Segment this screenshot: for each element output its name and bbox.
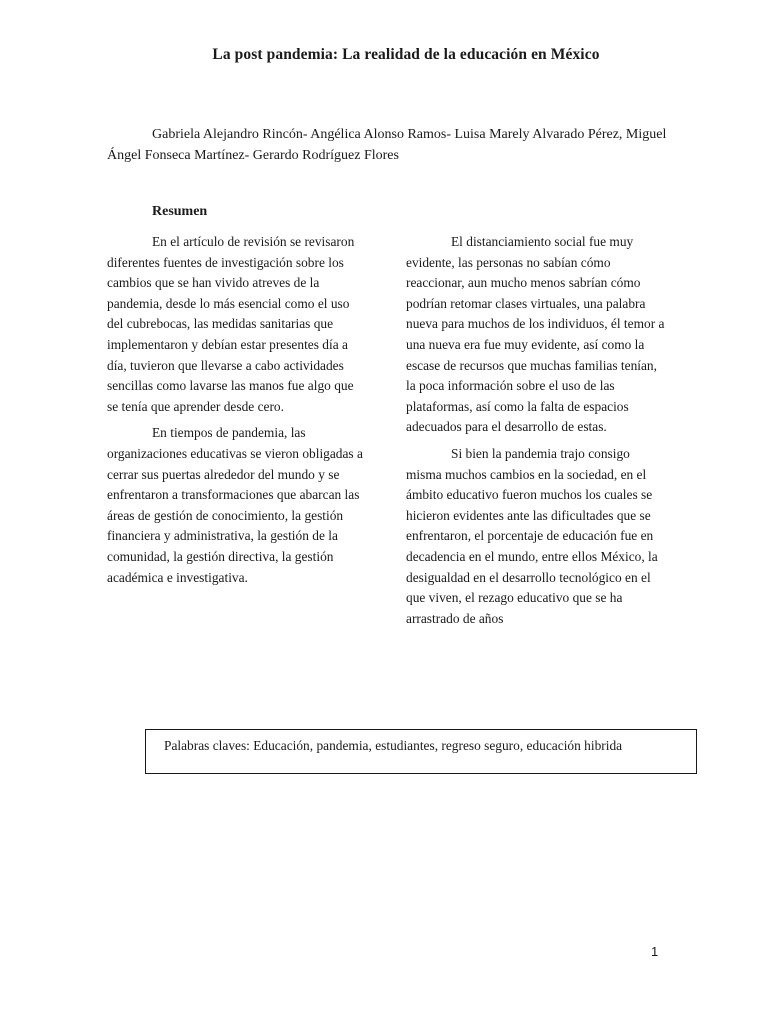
abstract-paragraph: En el artículo de revisión se revisaron diferentes fuentes de investigación sobre los cambios que se han vivido atreves de la pandemia, desde lo más esencial como el uso del cubrebocas, las medidas sanitarias que implementaron y debían estar presentes día a día, tuvieron que llevarse a cabo actividades sencillas como lavarse las manos fue algo que se tenía que aprender desde cero. bbox=[107, 234, 355, 414]
keywords-text: Palabras claves: Educación, pandemia, estudiantes, regreso seguro, educación hibrida bbox=[164, 738, 623, 753]
abstract-paragraph: En tiempos de pandemia, las organizaciones educativas se vieron obligadas a cerrar sus puertas alrededor del mundo y se enfrentaron a transformaciones que abarcan las áreas de gestión de conocimiento, la gestión financiera y administrativa, la gestión de la comunidad, la gestión directiva, la gestión académica e investigativa. bbox=[107, 425, 363, 585]
keywords-box bbox=[145, 729, 697, 774]
abstract-left-column bbox=[107, 232, 367, 594]
abstract-paragraph: Si bien la pandemia trajo consigo misma muchos cambios en la sociedad, en el ámbito educativo fueron muchos los cuales se hicieron evidentes ante las dificultades que se enfrentaron, el porcentaje de educación fue en decadencia en el mundo, entre ellos México, la desigualdad en el desarrollo tecnológico en el que viven, el rezago educativo que se ha arrastrado de años bbox=[406, 445, 658, 626]
abstract-right-column bbox=[406, 232, 666, 635]
abstract-heading: Resumen bbox=[152, 204, 208, 219]
document-title: La post pandemia: La realidad de la educación en México bbox=[212, 46, 600, 63]
page-number: 1 bbox=[651, 944, 659, 959]
abstract-paragraph: El distanciamiento social fue muy evidente, las personas no sabían cómo reaccionar, aun mucho menos sabrían cómo podrían retomar clases virtuales, una palabra nueva para muchos de los individuos, él temor a una nueva era fue muy evidente, así como la escase de recursos que muchas familias tenían, la poca información sobre el uso de las plataformas, así como la falta de espacios adecuados para el desarrollo de estas. bbox=[406, 234, 665, 435]
author-list: Gabriela Alejandro Rincón- Angélica Alonso Ramos- Luisa Marely Alvarado Pérez, Miguel Ángel Fonseca Martínez- Gerardo Rodríguez Flores bbox=[107, 127, 667, 163]
